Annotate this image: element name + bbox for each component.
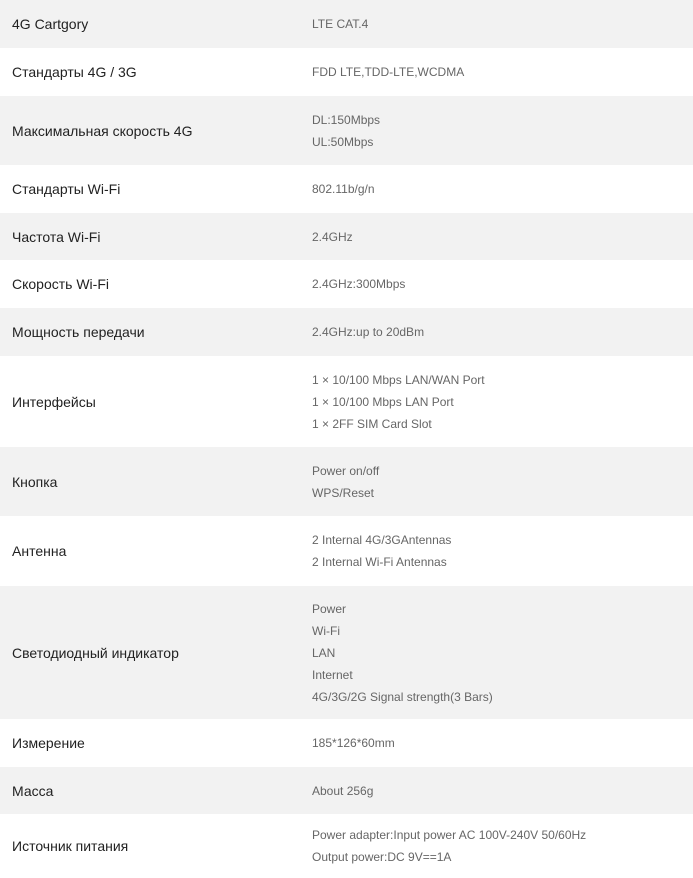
- spec-row: [0, 48, 693, 96]
- spec-row: [0, 719, 693, 767]
- spec-value: Output power:DC 9V==1A: [312, 850, 452, 864]
- spec-label: Мощность передачи: [12, 324, 145, 340]
- spec-values: [300, 321, 693, 343]
- spec-value: LAN: [312, 645, 336, 660]
- spec-value: About 256g: [312, 783, 374, 798]
- spec-label: Кнопка: [12, 473, 58, 490]
- spec-label: Максимальная скорость 4G: [12, 122, 193, 139]
- spec-row: [0, 308, 693, 356]
- spec-values: [300, 109, 693, 153]
- spec-row: [0, 165, 693, 213]
- spec-row: [0, 356, 693, 447]
- spec-label: Источник питания: [12, 838, 129, 854]
- spec-label: Светодиодный индикатор: [12, 644, 179, 661]
- spec-value: 1 × 10/100 Mbps LAN Port: [312, 394, 454, 409]
- spec-value: UL:50Mbps: [312, 134, 374, 149]
- spec-row: [0, 213, 693, 260]
- spec-value: 2.4GHz: [312, 229, 353, 244]
- spec-value: 4G/3G/2G Signal strength(3 Bars): [312, 689, 493, 704]
- spec-label: Измерение: [12, 735, 85, 751]
- spec-row: [0, 0, 693, 48]
- spec-values: [300, 178, 693, 200]
- spec-label: Антенна: [12, 543, 67, 559]
- spec-row: [0, 586, 693, 719]
- spec-label: Частота Wi-Fi: [12, 228, 101, 245]
- spec-value: 1 × 2FF SIM Card Slot: [312, 416, 432, 431]
- spec-label: Скорость Wi-Fi: [12, 276, 109, 292]
- spec-value: Power adapter:Input power AC 100V-240V 50/60Hz: [312, 828, 587, 842]
- spec-values: [300, 13, 693, 35]
- spec-value: LTE CAT.4: [312, 17, 369, 31]
- spec-values: [300, 780, 693, 802]
- spec-values: [300, 598, 693, 708]
- spec-row: [0, 814, 693, 878]
- spec-values: [300, 369, 693, 435]
- spec-value: Internet: [312, 667, 353, 682]
- spec-value: 1 × 10/100 Mbps LAN/WAN Port: [312, 372, 485, 387]
- spec-value: WPS/Reset: [312, 485, 375, 500]
- spec-value: 2.4GHz:up to 20dBm: [312, 325, 425, 339]
- spec-label: Интерфейсы: [12, 393, 96, 410]
- spec-values: [300, 61, 693, 83]
- spec-row: [0, 516, 693, 586]
- spec-values: [300, 732, 693, 754]
- spec-row: [0, 260, 693, 308]
- spec-value: 185*126*60mm: [312, 736, 395, 750]
- spec-value: Power: [312, 601, 347, 616]
- spec-value: Wi-Fi: [312, 623, 340, 638]
- spec-values: [300, 824, 693, 868]
- spec-value: 2 Internal Wi-Fi Antennas: [312, 555, 447, 569]
- spec-label: Масса: [12, 782, 54, 799]
- spec-row: [0, 767, 693, 814]
- spec-value: FDD LTE,TDD-LTE,WCDMA: [312, 65, 465, 79]
- spec-values: [300, 273, 693, 295]
- spec-value: 2.4GHz:300Mbps: [312, 277, 406, 291]
- spec-row: [0, 447, 693, 516]
- spec-value: DL:150Mbps: [312, 112, 381, 127]
- spec-value: Power on/off: [312, 463, 380, 478]
- spec-label: 4G Cartgory: [12, 16, 89, 32]
- spec-value: 2 Internal 4G/3GAntennas: [312, 533, 452, 547]
- spec-values: [300, 460, 693, 504]
- spec-value: 802.11b/g/n: [312, 182, 375, 196]
- spec-row: [0, 96, 693, 165]
- spec-values: [300, 226, 693, 248]
- spec-label: Стандарты 4G / 3G: [12, 64, 137, 80]
- spec-values: [300, 529, 693, 573]
- spec-label: Стандарты Wi-Fi: [12, 181, 121, 197]
